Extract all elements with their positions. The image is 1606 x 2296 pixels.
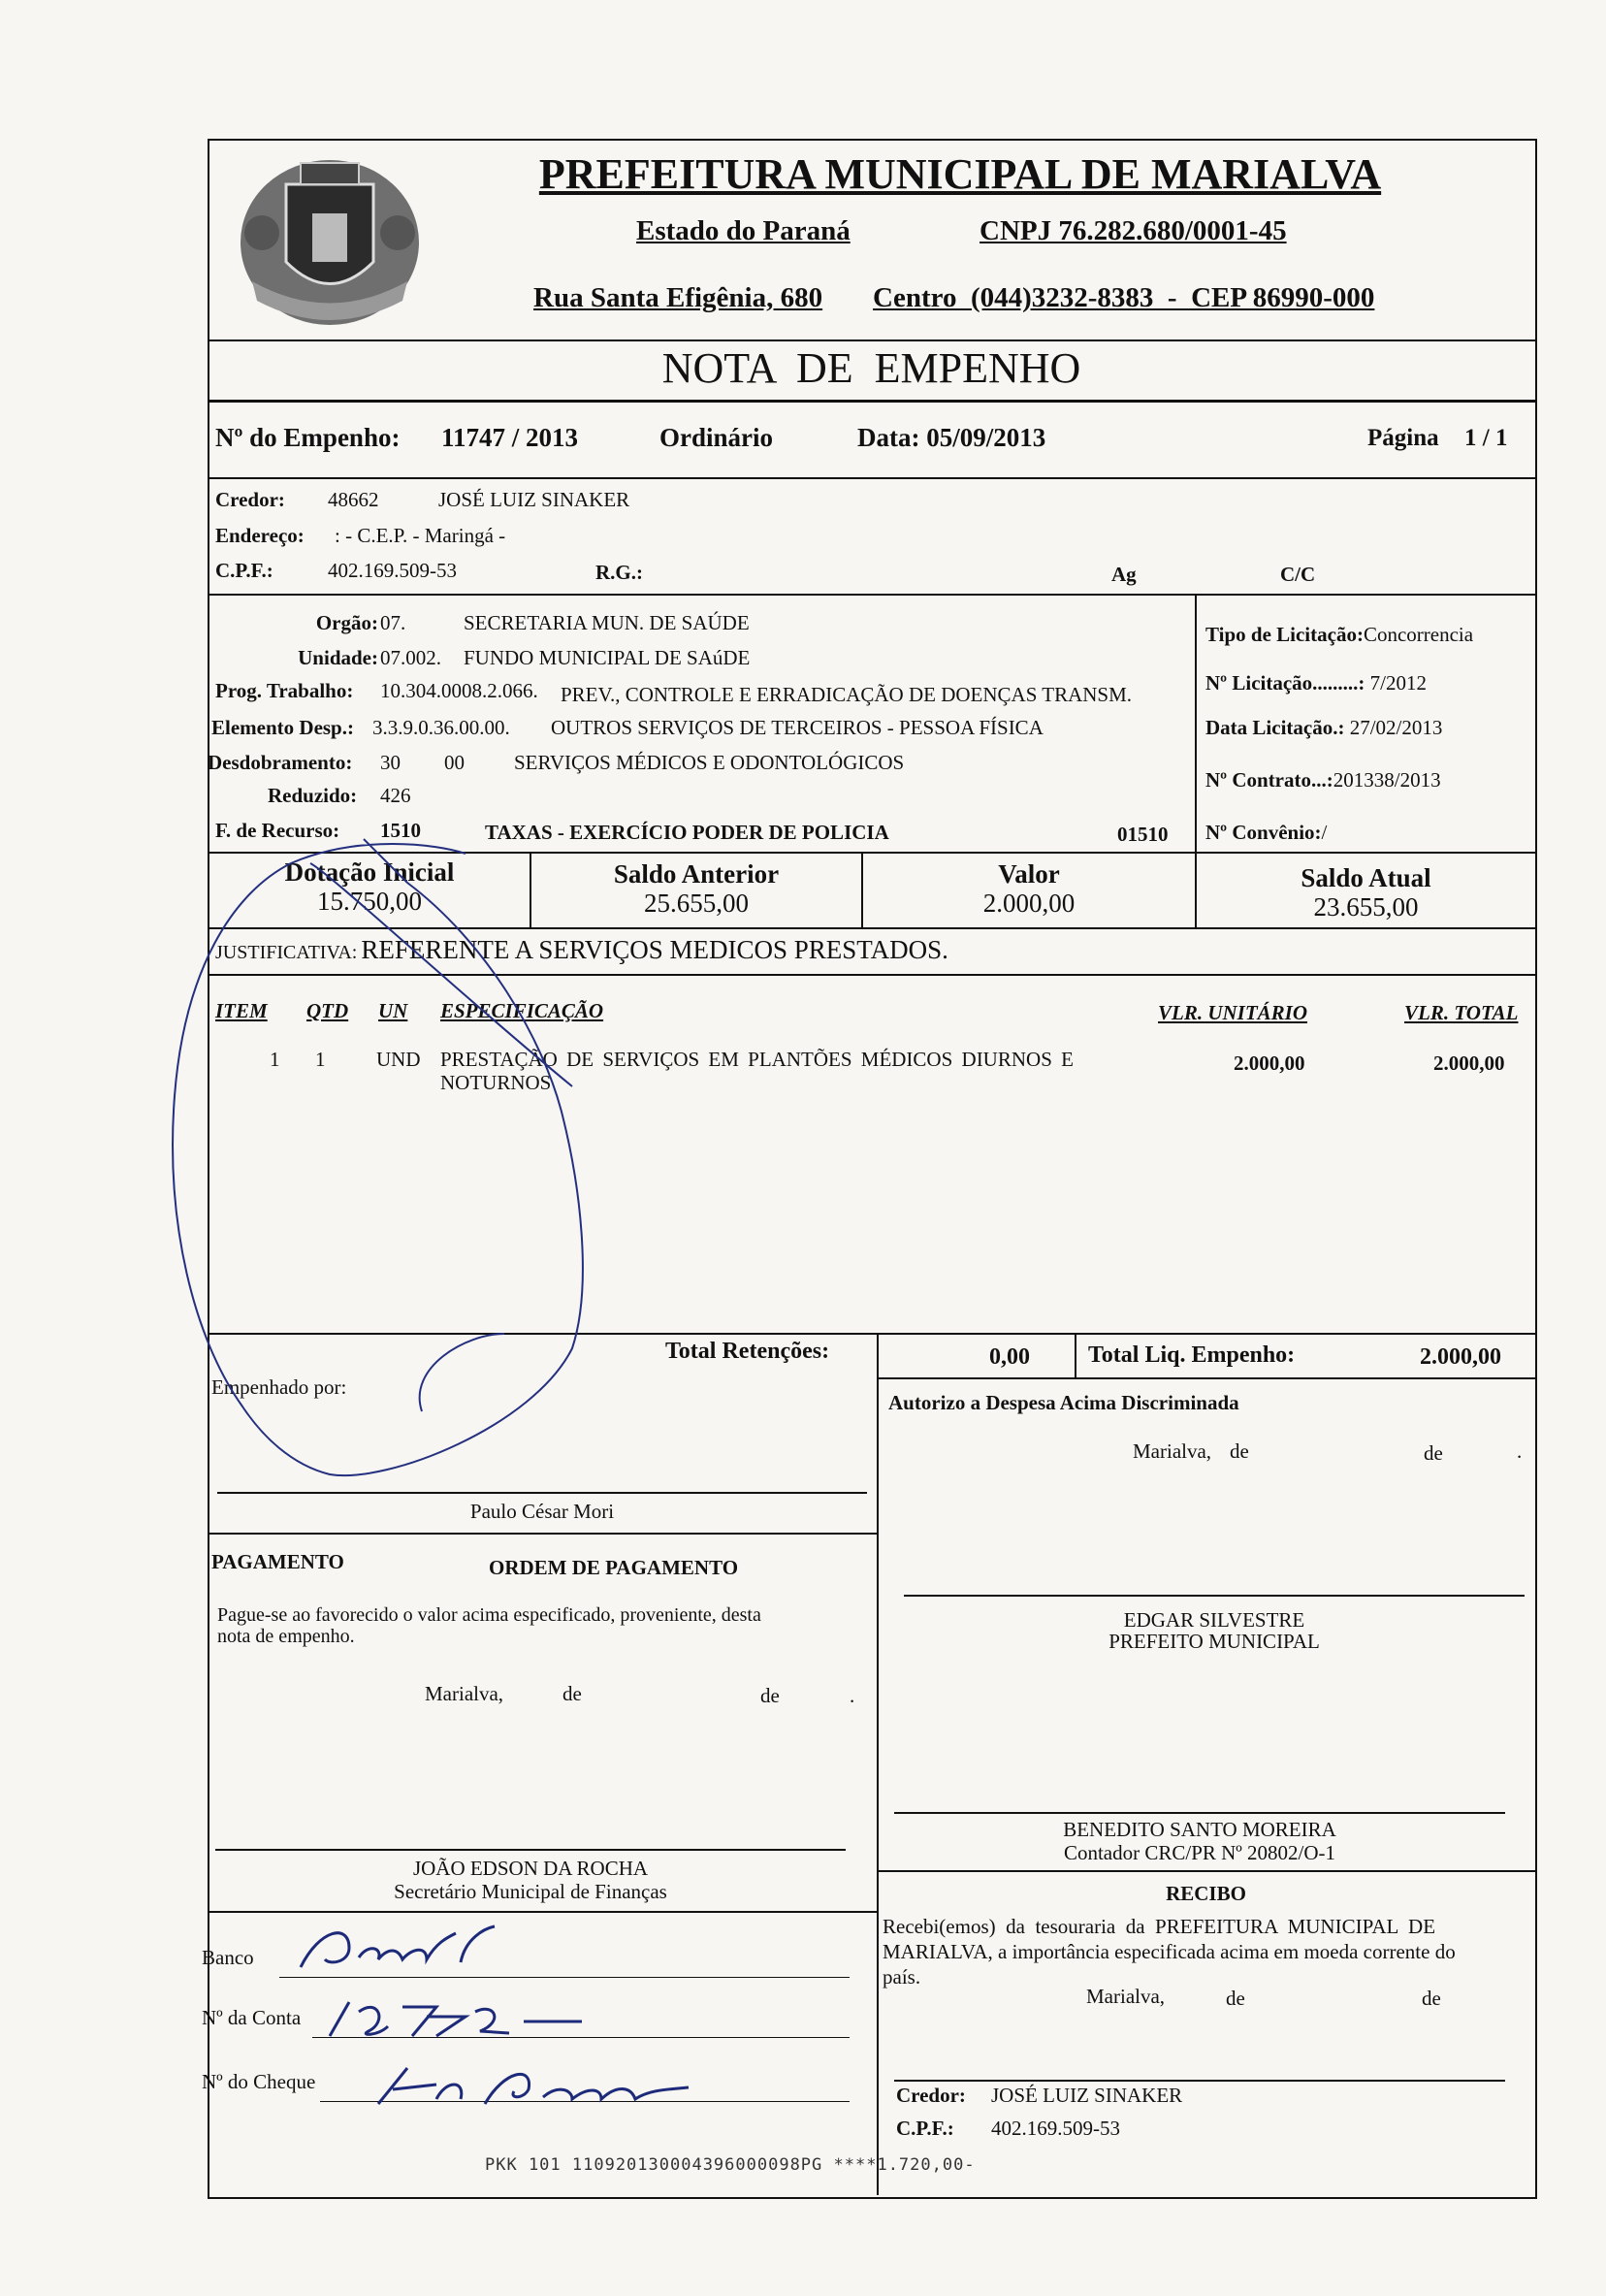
cheque-handwriting	[369, 2060, 708, 2111]
orgao-code: 07.	[380, 611, 406, 634]
secretario-name: JOÃO EDSON DA ROCHA	[412, 1857, 649, 1880]
autorizo-de1: de	[1230, 1439, 1249, 1463]
reduzido-value: 426	[380, 784, 411, 807]
recibo-text1: Recebi(emos) da tesouraria da PREFEITURA MUNICIPAL DE	[883, 1915, 1436, 1938]
contador-name: BENEDITO SANTO MOREIRA	[1063, 1818, 1336, 1841]
address2-label: Centro (044)3232-8383 - CEP 86990-000	[873, 282, 1375, 313]
reduzido-label: Reduzido:	[268, 784, 358, 807]
row-item: 1	[270, 1048, 280, 1071]
conta-label: Nº da Conta	[202, 2006, 302, 2029]
convenio	[1205, 821, 1327, 845]
empenho-type: Ordinário	[659, 423, 774, 452]
desdobramento-value: SERVIÇOS MÉDICOS E ODONTOLÓGICOS	[514, 751, 905, 774]
row-spec-line2: NOTURNOS	[440, 1071, 552, 1094]
cheque-label: Nº do Cheque	[202, 2070, 316, 2093]
coat-of-arms-logo	[233, 146, 427, 330]
pagamento-text1: Pague-se ao favorecido o valor acima especificado, proveniente, desta	[217, 1604, 761, 1626]
banco-handwriting	[291, 1919, 504, 1979]
data-licitacao-label: Data Licitação.:	[1205, 716, 1345, 739]
autorizo-place: Marialva,	[1133, 1439, 1212, 1463]
page-label: Página	[1367, 425, 1439, 451]
pagamento-de1: de	[562, 1682, 582, 1705]
pagamento-place: Marialva,	[425, 1682, 504, 1705]
signature-oval	[116, 805, 604, 1494]
orgao-value: SECRETARIA MUN. DE SAÚDE	[464, 611, 750, 634]
cnpj-label: CNPJ 76.282.680/0001-45	[980, 215, 1287, 246]
contador-title: Contador CRC/PR Nº 20802/O-1	[1063, 1841, 1336, 1864]
convenio-label: Nº Convênio:	[1205, 821, 1322, 844]
recibo-de2: de	[1422, 1987, 1441, 2010]
desdobramento-code2: 00	[444, 751, 465, 774]
total-retencoes-label: Total Retenções:	[665, 1339, 830, 1364]
valor-label: Valor	[998, 859, 1060, 889]
contrato-value: 201338/2013	[1333, 768, 1441, 792]
unidade-value: FUNDO MUNICIPAL DE SAúDE	[464, 646, 751, 669]
footer-code: PKK 101 110920130004396000098PG ****1.720,00-	[485, 2155, 976, 2175]
num-licitacao-value: 7/2012	[1369, 671, 1427, 695]
elemento-value: OUTROS SERVIÇOS DE TERCEIROS - PESSOA FÍSICA	[551, 716, 1044, 739]
saldo-atual-value: 23.655,00	[1313, 892, 1419, 922]
dotacao-value: 15.750,00	[317, 887, 422, 916]
total-liq-value: 2.000,00	[1420, 1344, 1501, 1370]
credor-label: Credor:	[215, 488, 285, 511]
endereco-label: Endereço:	[215, 524, 305, 547]
row-vlr-total: 2.000,00	[1433, 1051, 1505, 1075]
unidade-code: 07.002.	[380, 646, 441, 669]
tipo-licitacao-label: Tipo de Licitação:	[1205, 623, 1364, 646]
recurso-code: 1510	[380, 819, 421, 842]
contrato-label: Nº Contrato...:	[1205, 768, 1333, 792]
document-type-title: NOTA DE EMPENHO	[661, 344, 1081, 392]
col-qtd: QTD	[306, 999, 349, 1022]
desdobramento-label: Desdobramento:	[208, 751, 353, 774]
convenio-value: /	[1321, 821, 1328, 844]
row-spec-line1: PRESTAÇÃO DE SERVIÇOS EM PLANTÕES MÉDICOS DIURNOS E	[440, 1048, 1074, 1071]
unidade-label: Unidade:	[298, 646, 378, 669]
dotacao-label: Dotação Inicial	[284, 857, 455, 887]
elemento-code: 3.3.9.0.36.00.00.	[372, 716, 510, 739]
recibo-credor-value: JOSÉ LUIZ SINAKER	[991, 2084, 1183, 2107]
col-especificacao: ESPECIFICAÇÃO	[440, 999, 604, 1022]
row-qtd: 1	[315, 1048, 326, 1071]
row-vlr-unitario: 2.000,00	[1234, 1051, 1305, 1075]
tipo-licitacao	[1205, 623, 1473, 647]
justificativa-label: JUSTIFICATIVA:	[215, 942, 358, 963]
pagamento-text2: nota de empenho.	[217, 1626, 355, 1647]
empenhado-signer: Paulo César Mori	[469, 1500, 615, 1523]
recurso-code2: 01510	[1117, 823, 1169, 846]
prefeito-title: PREFEITO MUNICIPAL	[1108, 1630, 1320, 1653]
data-licitacao	[1205, 716, 1442, 740]
autorizo-label: Autorizo a Despesa Acima Discriminada	[888, 1391, 1239, 1414]
total-liq-label: Total Liq. Empenho:	[1088, 1342, 1296, 1368]
saldo-atual-label: Saldo Atual	[1301, 863, 1431, 892]
page-title: PREFEITURA MUNICIPAL DE MARIALVA	[538, 150, 1382, 198]
credor-name: JOSÉ LUIZ SINAKER	[438, 488, 630, 511]
autorizo-dot: .	[1517, 1439, 1523, 1463]
tipo-licitacao-value: Concorrencia	[1363, 623, 1474, 646]
empenho-date: Data: 05/09/2013	[857, 423, 1046, 452]
recibo-de1: de	[1226, 1987, 1245, 2010]
num-licitacao-label: Nº Licitação.........:	[1205, 671, 1365, 695]
pagamento-de2: de	[760, 1684, 780, 1707]
recibo-text3: país.	[883, 1965, 921, 1989]
contrato	[1205, 768, 1441, 792]
prefeito-name: EDGAR SILVESTRE	[1123, 1608, 1305, 1632]
recurso-label: F. de Recurso:	[215, 819, 340, 842]
num-licitacao	[1205, 671, 1427, 695]
col-un: UN	[378, 999, 408, 1022]
saldo-anterior-value: 25.655,00	[644, 889, 749, 918]
total-retencoes-value: 0,00	[989, 1344, 1030, 1370]
recurso-value: TAXAS - EXERCÍCIO PODER DE POLICIA	[485, 821, 889, 844]
empenhado-label: Empenhado por:	[211, 1375, 347, 1399]
autorizo-de2: de	[1424, 1441, 1443, 1465]
cpf-value: 402.169.509-53	[328, 559, 457, 582]
row-un: UND	[376, 1048, 421, 1071]
recibo-label: RECIBO	[1166, 1882, 1246, 1905]
recibo-credor-label: Credor:	[896, 2084, 966, 2107]
recibo-cpf-value: 402.169.509-53	[991, 2117, 1120, 2140]
empenho-label: Nº do Empenho:	[215, 423, 401, 452]
pagamento-label: PAGAMENTO	[211, 1550, 344, 1573]
prog-code: 10.304.0008.2.066.	[380, 679, 538, 702]
recibo-cpf-label: C.P.F.:	[896, 2117, 954, 2140]
address-label: Rua Santa Efigênia, 680	[533, 282, 823, 313]
banco-label: Banco	[202, 1946, 254, 1969]
endereco-value: : - C.E.P. - Maringá -	[335, 524, 506, 547]
conta-handwriting	[320, 1992, 592, 2043]
elemento-label: Elemento Desp.:	[211, 716, 354, 739]
col-vlr-unitario: VLR. UNITÁRIO	[1158, 1001, 1308, 1024]
prog-label: Prog. Trabalho:	[215, 679, 354, 702]
secretario-title: Secretário Municipal de Finanças	[394, 1880, 667, 1903]
saldo-anterior-label: Saldo Anterior	[613, 859, 780, 889]
desdobramento-code: 30	[380, 751, 401, 774]
orgao-label: Orgão:	[315, 611, 378, 634]
empenho-number: 11747 / 2013	[441, 423, 579, 452]
col-vlr-total: VLR. TOTAL	[1404, 1001, 1519, 1024]
ordem-pagamento-label: ORDEM DE PAGAMENTO	[489, 1556, 739, 1579]
recibo-text2: MARIALVA, a importância especificada acima em moeda corrente do	[883, 1940, 1456, 1963]
data-licitacao-value: 27/02/2013	[1349, 716, 1443, 739]
estado-label: Estado do Paraná	[636, 215, 851, 246]
credor-code: 48662	[328, 488, 379, 511]
recibo-place: Marialva,	[1086, 1985, 1166, 2008]
ag-label: Ag	[1111, 563, 1137, 586]
page-number: 1 / 1	[1464, 425, 1508, 451]
pagamento-dot: .	[850, 1684, 855, 1707]
valor-value: 2.000,00	[982, 889, 1076, 918]
cc-label: C/C	[1280, 563, 1316, 586]
cpf-label: C.P.F.:	[215, 559, 273, 582]
justificativa-text: REFERENTE A SERVIÇOS MEDICOS PRESTADOS.	[361, 935, 948, 964]
prog-value: PREV., CONTROLE E ERRADICAÇÃO DE DOENÇAS TRANSM.	[561, 683, 1133, 706]
col-item: ITEM	[215, 999, 268, 1022]
rg-label: R.G.:	[595, 561, 643, 584]
